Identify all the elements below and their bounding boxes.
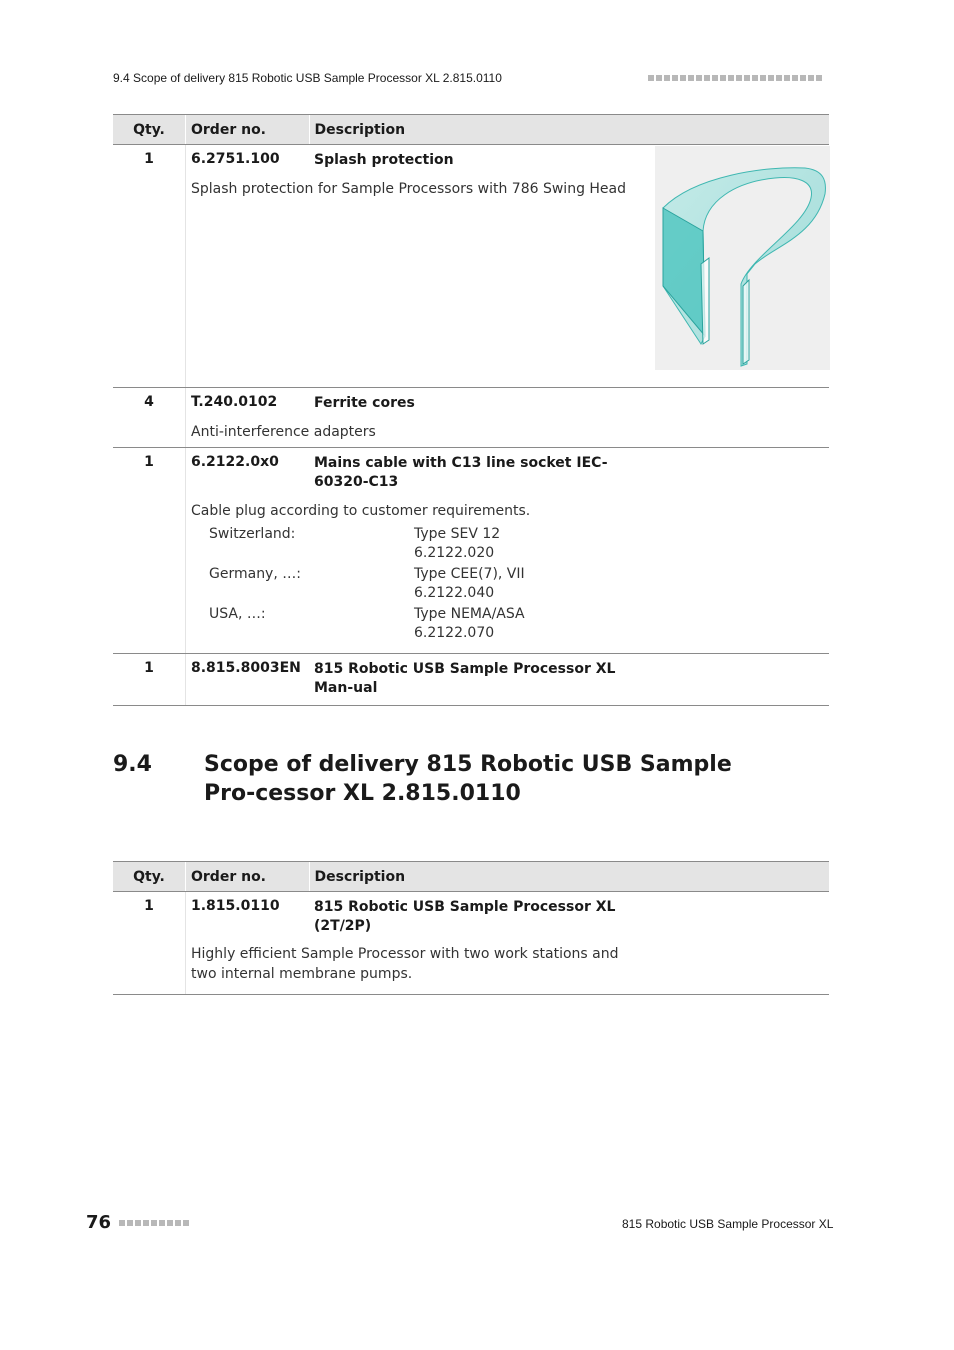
row-description: Splash protection for Sample Processors with 786 Swing Head (191, 181, 627, 197)
row-title: 815 Robotic USB Sample Processor XL (2T/2P) (314, 899, 616, 934)
plug-order-no: 6.2122.040 (414, 585, 495, 601)
row-qty: 1 (113, 654, 186, 706)
row-qty: 1 (144, 898, 154, 914)
row-order-no: 6.2122.0x0 (186, 448, 310, 493)
row-order-no: T.240.0102 (186, 388, 310, 414)
section-title: Scope of delivery 815 Robotic USB Sample Pro-cessor XL 2.815.0110 (204, 752, 732, 806)
plug-type-list (209, 525, 829, 643)
row-title: Ferrite cores (314, 395, 415, 411)
col-qty: Qty. (113, 862, 186, 892)
plug-type: Type SEV 12 (414, 526, 501, 542)
footer-product-name: 815 Robotic USB Sample Processor XL (622, 1217, 834, 1231)
table-row-detail (113, 936, 829, 995)
row-order-no: 1.815.0110 (186, 892, 310, 937)
plug-region: Germany, …: (209, 566, 301, 582)
row-description: Anti-interference adapters (191, 424, 376, 440)
header-dot-rule (648, 75, 822, 81)
row-title: Mains cable with C13 line socket IEC-60320-C13 (314, 455, 608, 490)
plug-region: USA, …: (209, 606, 266, 622)
col-description: Description (309, 115, 829, 145)
row-order-no: 8.815.8003EN (186, 654, 310, 706)
row-title: Splash protection (314, 152, 454, 168)
table-row (113, 892, 829, 937)
col-order: Order no. (186, 862, 310, 892)
plug-order-no: 6.2122.020 (414, 545, 495, 561)
row-description: Cable plug according to customer requirements. (191, 503, 531, 519)
page-footer-left (86, 1212, 189, 1233)
row-qty: 1 (144, 151, 154, 167)
table-row (113, 654, 829, 706)
table-row (113, 388, 829, 414)
col-description: Description (309, 862, 829, 892)
col-order: Order no. (186, 115, 310, 145)
section-number: 9.4 (113, 752, 152, 777)
table-row-detail (113, 492, 829, 654)
row-qty: 4 (144, 394, 154, 410)
row-qty: 1 (144, 454, 154, 470)
table-row (113, 448, 829, 493)
plug-order-no: 6.2122.070 (414, 625, 495, 641)
col-qty: Qty. (113, 115, 186, 145)
table-row-detail (113, 413, 829, 448)
row-title: 815 Robotic USB Sample Processor XL Man-ual (309, 654, 829, 706)
page-number: 76 (86, 1212, 112, 1233)
plug-type-item (209, 565, 829, 603)
splash-protection-image (655, 146, 830, 370)
plug-type-item (209, 605, 829, 643)
splash-protection-illustration (655, 146, 830, 370)
plug-type: Type NEMA/ASA (414, 606, 525, 622)
section-heading (113, 750, 784, 808)
footer-dot-rule (119, 1220, 189, 1226)
plug-type-item (209, 525, 829, 563)
row-description: Highly efficient Sample Processor with two work stations and two internal membrane pumps. (191, 946, 619, 982)
delivery-table-main-unit (113, 861, 829, 995)
running-header-title: 9.4 Scope of delivery 815 Robotic USB Sample Processor XL 2.815.0110 (113, 71, 502, 85)
plug-type: Type CEE(7), VII (414, 566, 525, 582)
row-order-no: 6.2751.100 (186, 145, 310, 171)
plug-region: Switzerland: (209, 526, 296, 542)
